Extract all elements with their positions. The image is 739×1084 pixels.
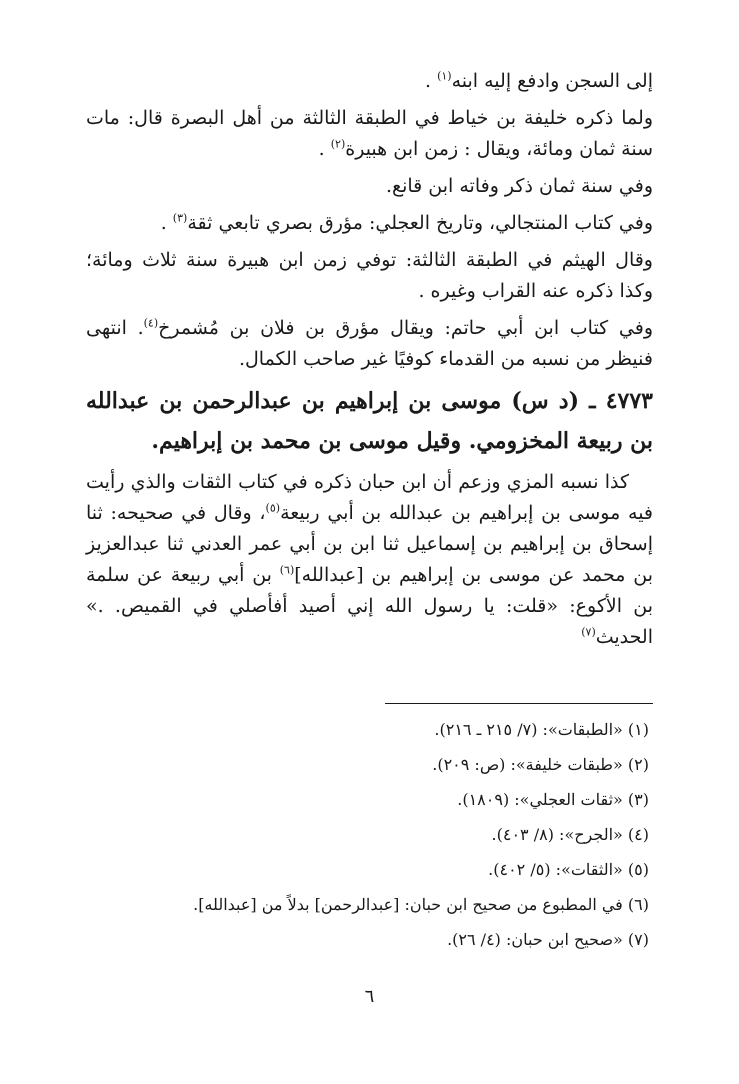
paragraph-1: إلى السجن وادفع إليه ابنه$^{(١)}$ . [424,69,653,92]
footnote-ref-1: (١) [437,69,452,83]
footnote-ref-7: (٧) [581,625,596,639]
footnote-ref-3: (٣) [172,211,188,225]
footnote-ref-2: (٢) [330,137,346,151]
footnote-ref-5: (٥) [265,501,281,515]
footnote-7: (٧) «صحيح ابن حبان: (٤/ ٢٦). [447,930,649,949]
footnote-ref-4: (٤) [143,316,159,330]
entry-heading: ٤٧٧٣ ـ (د س) موسى بن إبراهيم بن عبدالرحمن بن عبدالله بن ربيعة المخزومي. وقيل موسى بن محمد بن إبراهيم. [86,388,653,454]
body-text [86,66,653,659]
paragraph-7: كذا نسبه المزي وزعم أن ابن حبان ذكره في كتاب الثقات والذي رأيت فيه موسى بن إبراهيم بن عبدالله بن أبي ربيعة$^{(٥)}$، وقال في صحيحه: ثنا إسحاق بن إبراهيم بن إسماعيل ثنا ابن بن أبي عمر العدني ثنا عبدالعزيز بن محمد عن موسى بن إبراهيم بن [عبدالله]$^{(٦)}$ بن أبي ربيعة عن سلمة بن الأكوع: «قلت: يا رسول الله إني أصيد أفأصلي في القميص. .» الحديث$^{(٧)}$ [86,471,654,648]
paragraph-6: وفي كتاب ابن أبي حاتم: ويقال مؤرق بن فلان بن مُشمرخ$^{(٤)}$. انتهى فنيظر من نسبه من القدماء كوفيًا غير صاحب الكمال. [86,316,653,370]
footnote-6: (٦) في المطبوع من صحيح ابن حبان: [عبدالرحمن] بدلاً من [عبدالله]. [193,895,649,914]
footnote-ref-6: (٦) [279,563,295,577]
paragraph-4: وفي كتاب المنتجالي، وتاريخ العجلي: مؤرق بصري تابعي ثقة$^{(٣)}$ . [160,211,653,234]
footnote-1: (١) «الطبقات»: (٧/ ٢١٥ ـ ٢١٦). [434,720,649,739]
footnotes [86,712,653,957]
paragraph-3: وفي سنة ثمان ذكر وفاته ابن قانع. [385,175,653,197]
footnote-5: (٥) «الثقات»: (٥/ ٤٠٢). [488,860,649,879]
paragraph-2: ولما ذكره خليفة بن خياط في الطبقة الثالثة من أهل البصرة قال: مات سنة ثمان ومائة، ويقال : زمن ابن هبيرة$^{(٢)}$ . [86,107,653,160]
footnote-4: (٤) «الجرح»: (٨/ ٤٠٣). [491,825,649,844]
page-number: ٦ [364,986,375,1007]
footnote-2: (٢) «طبقات خليفة»: (ص: ٢٠٩). [432,755,649,774]
paragraph-5: وقال الهيثم في الطبقة الثالثة: توفي زمن ابن هبيرة سنة ثلاث ومائة؛ وكذا ذكره عنه القراب وغيره . [86,249,653,302]
footnote-divider [385,703,653,704]
footnote-3: (٣) «ثقات العجلي»: (١٨٠٩). [457,790,649,809]
